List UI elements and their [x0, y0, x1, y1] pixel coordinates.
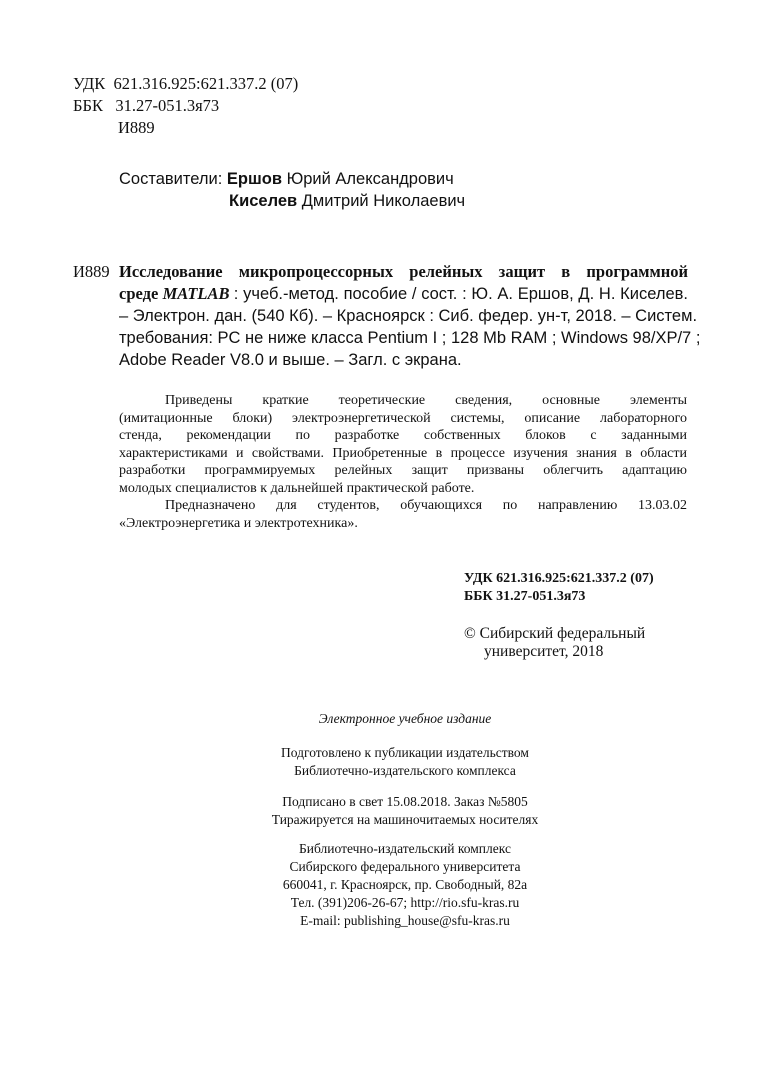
compiler-1-given: Юрий Александрович — [286, 170, 454, 188]
bbk-line — [73, 96, 219, 116]
prepared-line1: Подготовлено к публикации издательством — [281, 745, 529, 760]
biblio-line2-rest: : учеб.-метод. пособие / сост. : Ю. А. Ершов, Д. Н. Киселев. — [233, 285, 688, 303]
address-line: 660041, г. Красноярск, пр. Свободный, 82а — [282, 877, 528, 892]
biblio-title-line2: среде — [119, 284, 159, 303]
copyright-line2: университет, 2018 — [484, 643, 604, 660]
annotation-p2-line1: Предназначено для студентов, обучающихся по направлению 13.03.02 — [165, 498, 687, 513]
annotation-p1-line1: Приведены краткие теоретические сведения, основные элементы — [165, 393, 687, 408]
biblio-line3: – Электрон. дан. (540 Кб). – Красноярск : Сиб. федер. ун-т, 2018. – Систем. — [119, 307, 698, 325]
phone-line: Тел. (391)206-26-67; http://rio.sfu-kras.ru — [290, 895, 520, 910]
udk-line — [73, 74, 298, 94]
bbk-label: ББК — [73, 96, 103, 115]
bbk-value: 31.27-051.3я73 — [115, 96, 220, 115]
bbk-bottom: ББК 31.27-051.3я73 — [464, 589, 586, 604]
annotation-p2-last: «Электроэнергетика и электротехника». — [119, 515, 358, 531]
annotation-p1-line5: разработки программируемых релейных защит призваны облегчить адаптацию — [119, 463, 687, 478]
annotation-p1-line2: (имитационные блоки) электроэнергетической системы, описание лабораторного — [119, 410, 687, 426]
compiler-2-surname: Киселев — [229, 192, 298, 210]
copyright-line1: © Сибирский федеральный — [464, 625, 646, 642]
author-mark: И889 — [118, 118, 155, 137]
biblio-title-line1 — [119, 262, 688, 282]
biblio-matlab: MATLAB — [162, 284, 230, 303]
biblio-line5: Adobe Reader V8.0 и выше. – Загл. с экрана. — [119, 351, 462, 369]
compiler-1-line — [119, 169, 454, 189]
udk-value: 621.316.925:621.337.2 (07) — [113, 74, 299, 93]
annotation-p1-line4: характеристиками и свойствами. Приобретенные в процессе изучения знания в области — [119, 445, 687, 461]
biblio-mark: И889 — [73, 262, 110, 281]
udk-label: УДК — [73, 74, 106, 93]
udk-bottom: УДК 621.316.925:621.337.2 (07) — [464, 571, 654, 586]
publisher-line2: Сибирского федерального университета — [289, 859, 521, 874]
biblio-line2 — [119, 284, 688, 304]
publisher-line1: Библиотечно-издательский комплекс — [299, 841, 511, 856]
replicated-line: Тиражируется на машиночитаемых носителях — [271, 812, 539, 827]
prepared-line2: Библиотечно-издательского комплекса — [294, 763, 516, 778]
biblio-title-text: Исследование микропроцессорных релейных защит в программной — [119, 262, 688, 281]
edition-type: Электронное учебное издание — [318, 711, 492, 726]
compiler-2-line — [229, 191, 465, 211]
email-line: E-mail: publishing_house@sfu-kras.ru — [300, 913, 510, 928]
biblio-line4: требования: PC не ниже класса Pentium I ; 128 Mb RAM ; Windows 98/XP/7 ; — [119, 329, 701, 347]
compiler-2-given: Дмитрий Николаевич — [301, 192, 466, 210]
signed-line: Подписано в свет 15.08.2018. Заказ №5805 — [282, 794, 528, 809]
compilers-label: Составители: — [119, 170, 223, 188]
annotation-p1-line3: стенда, рекомендации по разработке собственных блоков с заданными — [119, 428, 687, 443]
compiler-1-surname: Ершов — [226, 170, 282, 188]
annotation-p1-last: молодых специалистов к дальнейшей практической работе. — [119, 480, 475, 496]
